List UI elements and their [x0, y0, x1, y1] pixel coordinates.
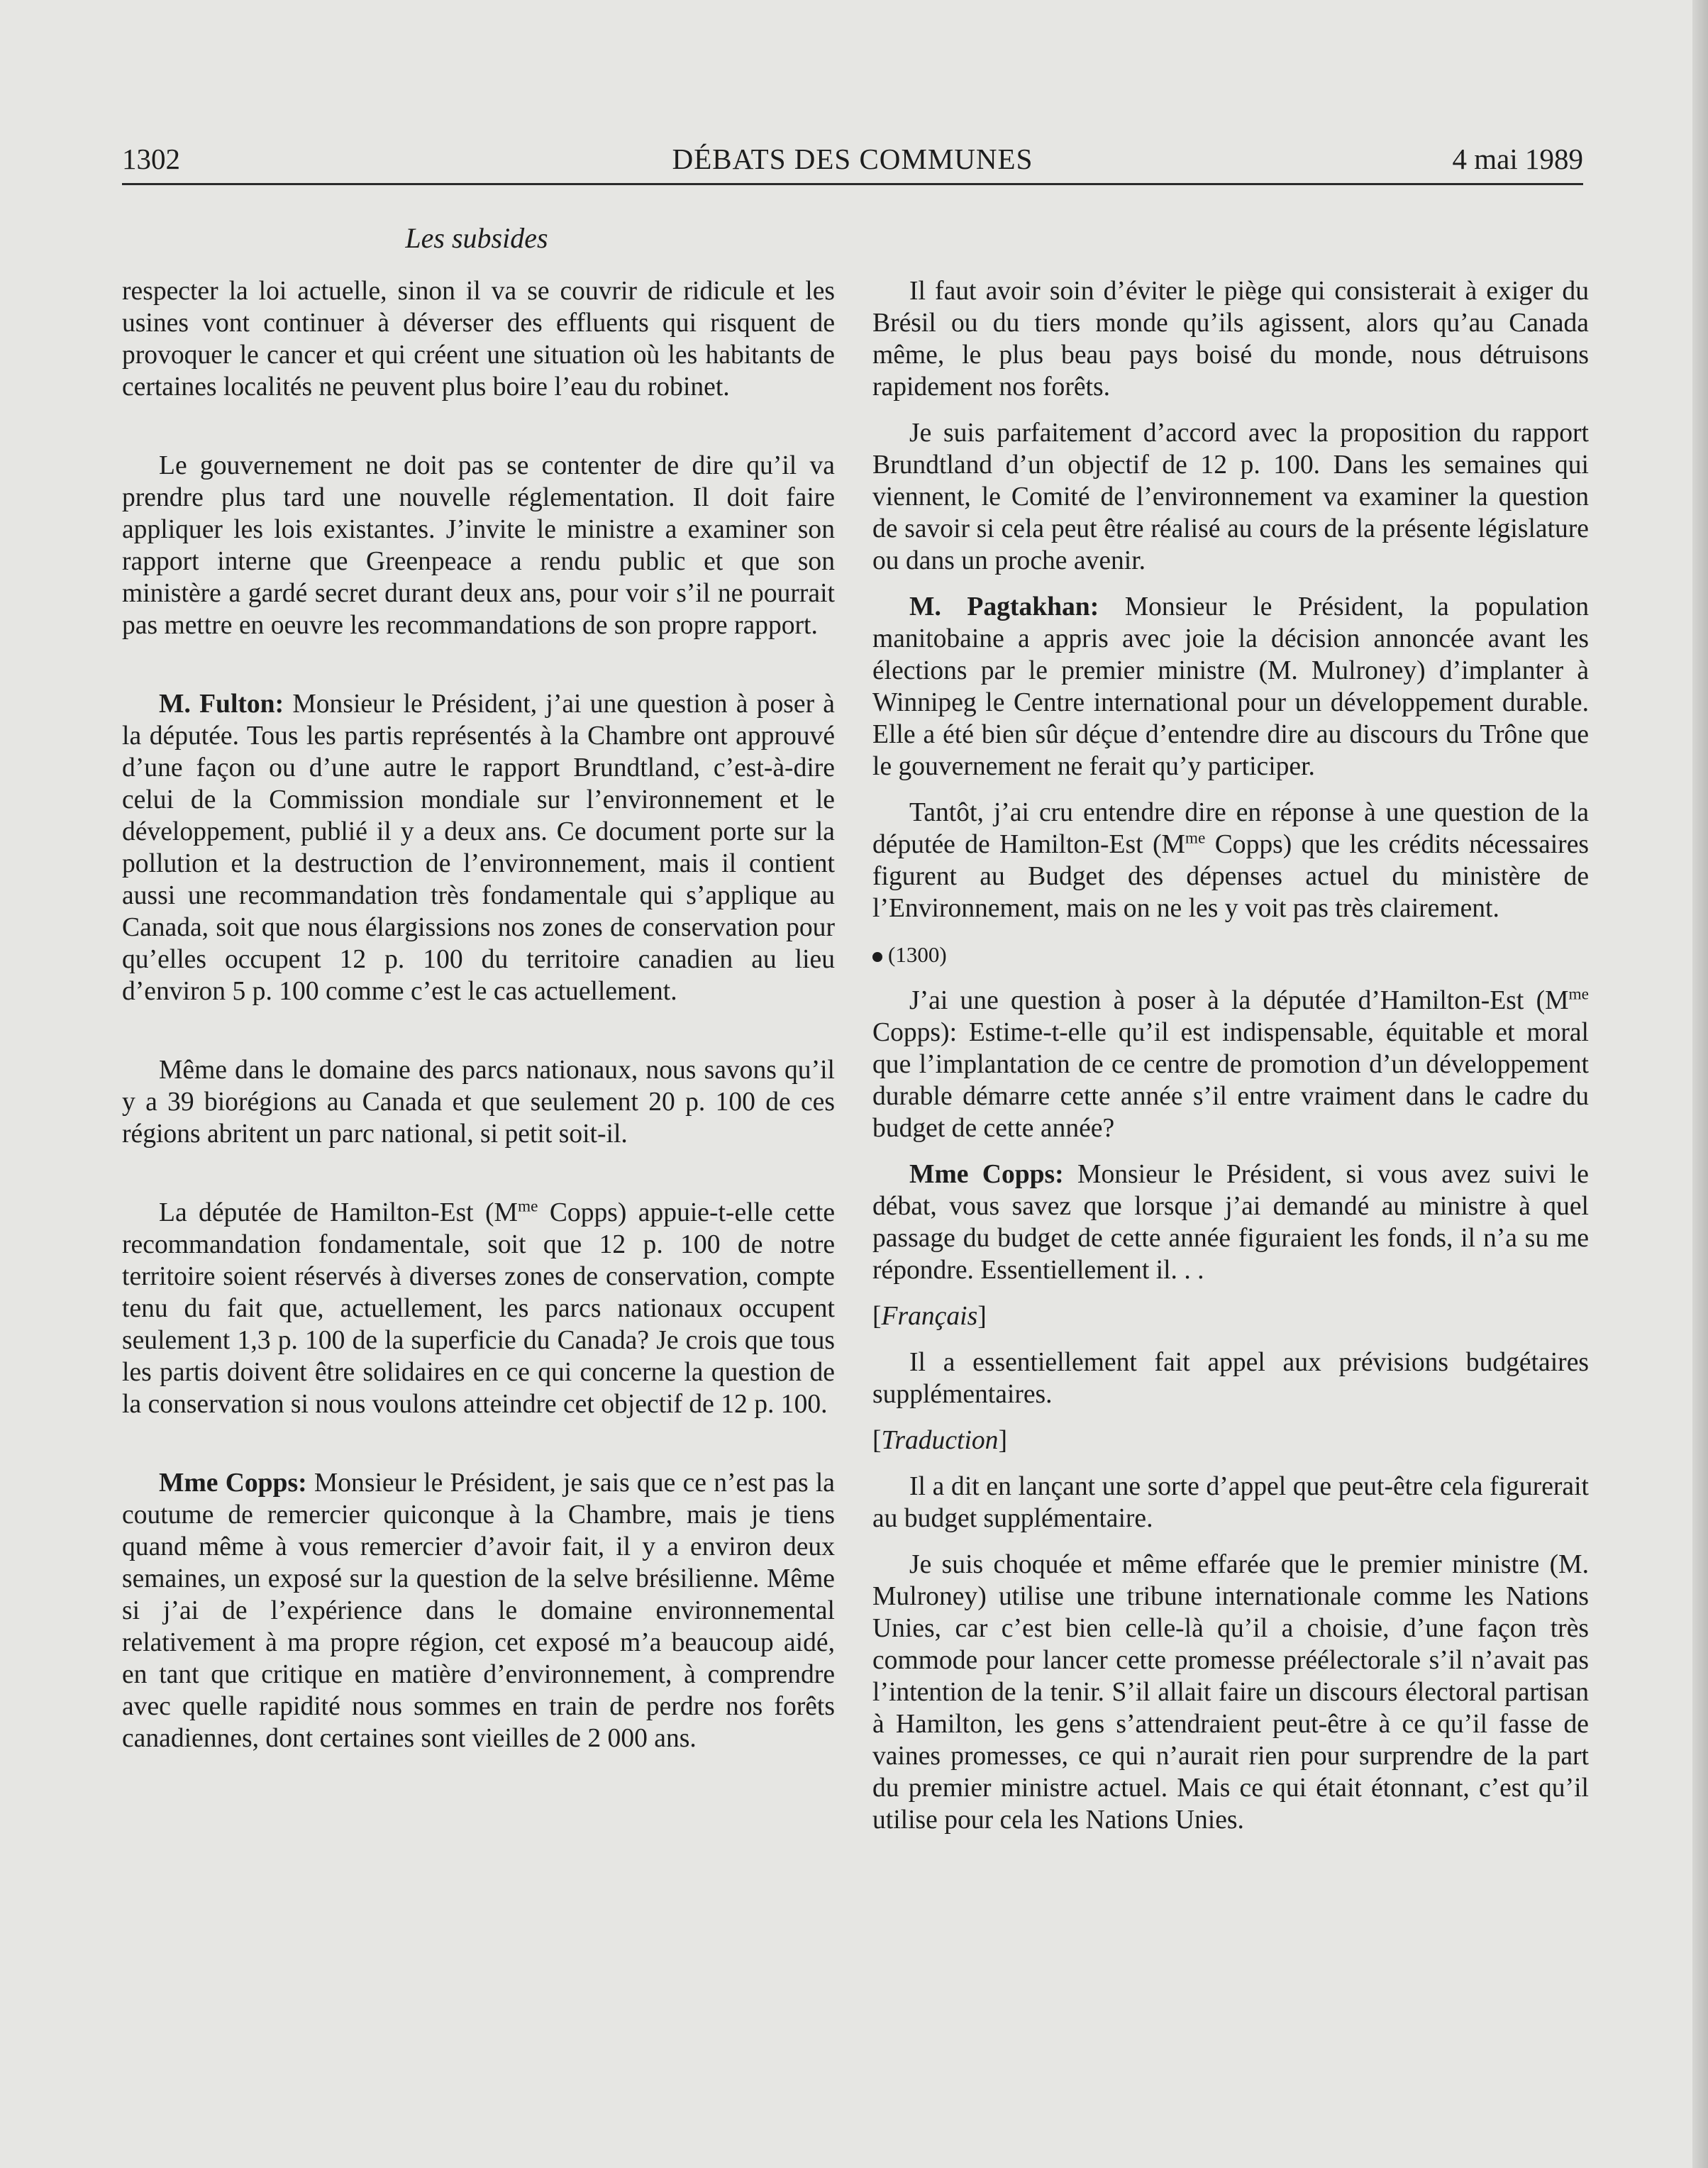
paragraph [872, 1158, 1589, 1286]
speech-text: Monsieur le Président, la population manitobaine a appris avec joie la décision annoncée avant les élections par le premier ministre (M. Mulroney) d’implanter à Winnipeg le Centre international pour un développement durable. Elle a été bien sûr déçue d’entendre dire au discours du Trône que le gouvernement ne ferait qu’y participer. [872, 592, 1590, 781]
superscript: me [1185, 829, 1206, 848]
speaker-name: Mme Copps: [159, 1469, 307, 1498]
paragraph: Même dans le domaine des parcs nationaux, nous savons qu’il y a 39 biorégions au Canada et que seulement 20 p. 100 de ces régions abritent un parc national, si petit soit-il. [122, 1056, 835, 1149]
speech-text: Monsieur le Président, je sais que ce n’est pas la coutume de remercier quiconque à la Chambre, mais je tiens quand même à vous remercier d’avoir fait, il y a environ deux semaines, un exposé sur la question de la selve brésilienne. Même si j’ai de l’expérience dans le domaine environnemental relativement à ma propre région, cet exposé m’a beaucoup aidé, en tant que critique en matière d’environnement, à comprendre avec quelle rapidité nous sommes en train de perdre nos forêts canadiennes, dont certaines sont vieilles de 2 000 ans. [122, 1469, 835, 1753]
section-title: Les subsides [405, 222, 548, 254]
text-fragment: Copps): Estime-t-elle qu’il est indispensable, équitable et moral que l’implantation de ce centre de promotion d’un développement durable démarre cette année s’il entre vraiment dans le cadre du budget de cette année? [872, 1018, 1589, 1143]
paragraph [122, 1467, 835, 1754]
language-marker: [Français] [872, 1302, 987, 1331]
paragraph: Je suis parfaitement d’accord avec la proposition du rapport Brundtland d’un objectif de 12 p. 100. Dans les semaines qui viennent, le Comité de l’environnement va examiner la question de savoir si cela peut être réalisé au cours de la présente législature ou dans un proche avenir. [872, 419, 1589, 575]
language-name: Traduction [881, 1426, 999, 1455]
paragraph [122, 688, 835, 1007]
paragraph: Il a dit en lançant une sorte d’appel que peut-être cela figurerait au budget supplémentaire. [872, 1472, 1589, 1533]
paragraph: Il faut avoir soin d’éviter le piège qui consisterait à exiger du Brésil ou du tiers monde qu’ils agissent, alors qu’au Canada même, le plus beau pays boisé du monde, nous détruisons rapidement nos forêts. [872, 277, 1589, 402]
page-header [122, 142, 1583, 184]
text-fragment: Copps) que les crédits nécessaires figurent au Budget des dépenses actuel du ministère de l’Environnement, mais on ne les y voit pas très clairement. [872, 830, 1590, 923]
paragraph: respecter la loi actuelle, sinon il va se couvrir de ridicule et les usines vont continuer à déverser des effluents qui risquent de provoquer le cancer et qui créent une situation où les habitants de certaines localités ne peuvent plus boire l’eau du robinet. [122, 277, 835, 402]
speaker-name: Mme Copps: [909, 1160, 1064, 1189]
publication-date: 4 mai 1989 [1452, 143, 1583, 175]
paragraph [122, 1197, 835, 1420]
header-rule [122, 183, 1583, 185]
text-fragment: La députée de Hamilton-Est (M [159, 1198, 518, 1227]
speech-text: Monsieur le Président, j’ai une question à poser à la députée. Tous les partis représentés à la Chambre ont approuvé d’une façon ou d’une autre le rapport Brundtland, c’est-à-dire celui de la Commission mondiale sur l’environnement et le développement, publié il y a deux ans. Ce document porte sur la pollution et la destruction de l’environnement, mais il contient aussi une recommandation très fondamentale qui s’applique au Canada, soit que nous élargissions nos zones de conservation pour qu’elles occupent 12 p. 100 du territoire canadien au lieu d’environ 5 p. 100 comme c’est le cas actuellement. [122, 690, 835, 1006]
paragraph: Il a essentiellement fait appel aux prévisions budgétaires supplémentaires. [872, 1348, 1589, 1409]
time-marker [872, 939, 1589, 970]
page-edge [1692, 0, 1708, 2168]
speech-text: Monsieur le Président, si vous avez suivi le débat, vous savez que lorsque j’ai demandé au ministre à quel passage du budget de cette année figuraient les fonds, il n’a su me répondre. Essentiellement il. . . [872, 1160, 1589, 1285]
language-marker: [Traduction] [872, 1426, 1007, 1455]
paragraph [872, 591, 1589, 782]
superscript: me [517, 1197, 538, 1216]
text-fragment: Copps) appuie-t-elle cette recommandation fondamentale, soit que 12 p. 100 de notre territoire soient réservés à diverses zones de conservation, compte tenu du fait que, actuellement, les parcs nationaux occupent seulement 1,3 p. 100 de la superficie du Canada? Je crois que tous les partis doivent être solidaires en ce qui concerne la question de la conservation si nous voulons atteindre cet objectif de 12 p. 100. [122, 1198, 836, 1419]
paragraph [872, 797, 1589, 924]
right-column [872, 275, 1589, 1836]
speaker-name: M. Fulton: [159, 690, 284, 719]
bullet-icon [872, 952, 882, 962]
time-marker-text: (1300) [888, 942, 947, 967]
paragraph: Le gouvernement ne doit pas se contenter de dire qu’il va prendre plus tard une nouvelle réglementation. Il doit faire appliquer les lois existantes. J’invite le ministre a examiner son rapport interne que Greenpeace a rendu public et que son ministère a gardé secret durant deux ans, pour voir s’il ne pourrait pas mettre en oeuvre les recommandations de son propre rapport. [122, 451, 835, 640]
superscript: me [1568, 985, 1589, 1004]
paragraph [872, 985, 1589, 1144]
page-number: 1302 [122, 143, 180, 175]
text-fragment: J’ai une question à poser à la députée d’Hamilton-Est (M [909, 986, 1569, 1015]
language-name: Français [881, 1302, 978, 1331]
text-fragment: Tantôt, j’ai cru entendre dire en réponse à une question de la députée de Hamilton-Est (M [872, 798, 1589, 859]
publication-title: DÉBATS DES COMMUNES [672, 143, 1033, 175]
left-column [122, 275, 835, 1754]
paragraph: Je suis choquée et même effarée que le premier ministre (M. Mulroney) utilise une tribune internationale comme les Nations Unies, car c’est bien celle-là qu’il a choisie, d’une façon très commode pour lancer cette promesse préélectorale s’il n’avait pas l’intention de la tenir. S’il allait faire un discours électoral partisan à Hamilton, les gens s’attendraient peut-être à ce qu’il fasse de vaines promesses, ce qui n’aurait rien pour surprendre de la part du premier ministre actuel. Mais ce qui était étonnant, c’est qu’il utilise pour cela les Nations Unies. [872, 1550, 1589, 1835]
speaker-name: M. Pagtakhan: [909, 592, 1099, 621]
